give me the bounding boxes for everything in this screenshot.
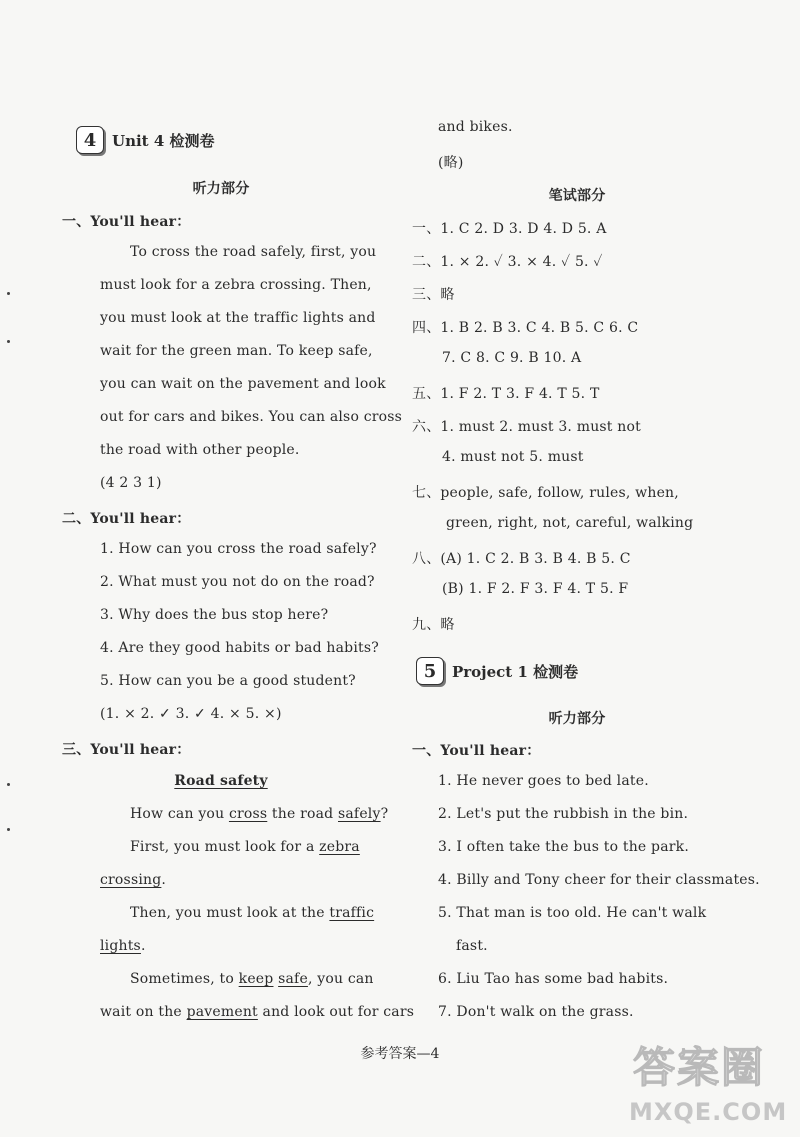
q1-item: 3. I often take the bus to the park. bbox=[438, 839, 689, 855]
listening-section-title: 听力部分 bbox=[548, 711, 606, 727]
text: Sometimes, to bbox=[130, 971, 239, 987]
page-footer: 参考答案—4 bbox=[360, 1046, 440, 1062]
text: . bbox=[161, 872, 167, 888]
answer-row: 二、1. × 2. ✓ 3. × 4. ✓ 5. ✓ bbox=[412, 254, 603, 270]
q1-item: 7. Don't walk on the grass. bbox=[438, 1004, 634, 1020]
q1-item: fast. bbox=[456, 938, 488, 954]
blank-answer: zebra bbox=[319, 839, 360, 855]
q2-item: 3. Why does the bus stop here? bbox=[100, 607, 329, 623]
q1-item: 1. He never goes to bed late. bbox=[438, 773, 649, 789]
q3-line bbox=[130, 905, 374, 921]
text: , you can bbox=[307, 971, 374, 987]
project1-heading bbox=[416, 657, 578, 685]
right-column bbox=[412, 0, 760, 1040]
q2-answer: (1. × 2. ✓ 3. ✓ 4. × 5. ×) bbox=[100, 706, 282, 722]
q3-line bbox=[100, 872, 166, 888]
unit-number-badge: 4 bbox=[76, 126, 104, 154]
unit-title: Unit 4 检测卷 bbox=[112, 131, 215, 150]
watermark-logo bbox=[627, 1035, 788, 1130]
unit4-heading bbox=[76, 126, 215, 154]
text: . bbox=[140, 938, 146, 954]
omitted-note: (略) bbox=[438, 155, 464, 171]
text: and look out for cars bbox=[257, 1004, 415, 1020]
text: How can you bbox=[130, 806, 229, 822]
blank-answer: keep bbox=[238, 971, 274, 987]
q3-heading: 三、You'll hear： bbox=[62, 742, 191, 758]
scan-dot bbox=[7, 340, 10, 343]
blank-answer: safe bbox=[278, 971, 308, 987]
blank-answer: safely bbox=[338, 806, 381, 822]
q1-passage-line: the road with other people. bbox=[100, 442, 300, 458]
q2-item: 2. What must you not do on the road? bbox=[100, 574, 375, 590]
continued-text: and bikes. bbox=[438, 119, 513, 135]
q1-item: 5. That man is too old. He can't walk bbox=[438, 905, 707, 921]
q2-item: 5. How can you be a good student? bbox=[100, 673, 356, 689]
q3-line bbox=[130, 971, 374, 987]
answer-row: 八、(A) 1. C 2. B 3. B 4. B 5. C bbox=[412, 551, 631, 567]
q2-item: 1. How can you cross the road safely? bbox=[100, 541, 377, 557]
blank-answer: lights bbox=[100, 938, 141, 954]
answer-row: 三、略 bbox=[412, 287, 455, 303]
q1-passage-line: wait for the green man. To keep safe, bbox=[100, 343, 373, 359]
q3-line bbox=[130, 806, 388, 822]
scan-dot bbox=[7, 828, 10, 831]
q1-passage-line: must look for a zebra crossing. Then, bbox=[100, 277, 372, 293]
text: wait on the bbox=[100, 1004, 187, 1020]
q3-passage-title bbox=[62, 773, 380, 789]
q1-item: 6. Liu Tao has some bad habits. bbox=[438, 971, 669, 987]
answer-row: 七、people, safe, follow, rules, when, bbox=[412, 485, 679, 501]
watermark-site: MXQE.COM bbox=[629, 1098, 788, 1126]
q2-item: 4. Are they good habits or bad habits? bbox=[100, 640, 379, 656]
unit-number-badge: 5 bbox=[416, 657, 444, 685]
q1-heading: 一、You'll hear： bbox=[62, 214, 191, 230]
text: First, you must look for a bbox=[130, 839, 320, 855]
q3-line bbox=[130, 839, 360, 855]
text: ? bbox=[380, 806, 389, 822]
text: Then, you must look at the bbox=[130, 905, 330, 921]
answer-row: (B) 1. F 2. F 3. F 4. T 5. F bbox=[442, 581, 629, 597]
q3-title-text: Road safety bbox=[174, 773, 268, 789]
q1-answer: (4 2 3 1) bbox=[100, 475, 162, 491]
scan-dot bbox=[7, 292, 10, 295]
unit-title: Project 1 检测卷 bbox=[452, 662, 579, 681]
q3-line bbox=[100, 938, 146, 954]
watermark-mark: 答案圈 bbox=[633, 1043, 766, 1092]
q3-line bbox=[100, 1004, 414, 1020]
q1-item: 2. Let's put the rubbish in the bin. bbox=[438, 806, 689, 822]
answer-row: 一、1. C 2. D 3. D 4. D 5. A bbox=[412, 221, 607, 237]
q2-heading: 二、You'll hear： bbox=[62, 511, 191, 527]
blank-answer: traffic bbox=[329, 905, 375, 921]
answer-row: 四、1. B 2. B 3. C 4. B 5. C 6. C bbox=[412, 320, 639, 336]
answer-row: 六、1. must 2. must 3. must not bbox=[412, 419, 641, 435]
answer-row: 4. must not 5. must bbox=[442, 449, 584, 465]
q1-passage-line: you must look at the traffic lights and bbox=[100, 310, 376, 326]
blank-answer: crossing bbox=[100, 872, 162, 888]
written-section-title: 笔试部分 bbox=[548, 188, 606, 204]
listening-section-title: 听力部分 bbox=[192, 181, 250, 197]
q1-item: 4. Billy and Tony cheer for their classmates. bbox=[438, 872, 760, 888]
q1-passage-line: To cross the road safely, first, you bbox=[130, 244, 377, 260]
text: the road bbox=[267, 806, 338, 822]
q1-heading: 一、You'll hear： bbox=[412, 743, 541, 759]
blank-answer: cross bbox=[228, 806, 268, 822]
left-column bbox=[62, 0, 415, 1040]
q1-passage-line: out for cars and bikes. You can also cross bbox=[100, 409, 403, 425]
scan-dot bbox=[7, 783, 10, 786]
answer-row: green, right, not, careful, walking bbox=[446, 515, 694, 531]
blank-answer: pavement bbox=[186, 1004, 258, 1020]
q1-passage-line: you can wait on the pavement and look bbox=[100, 376, 386, 392]
answer-row: 九、略 bbox=[412, 617, 455, 633]
answer-row: 7. C 8. C 9. B 10. A bbox=[442, 350, 582, 366]
answer-row: 五、1. F 2. T 3. F 4. T 5. T bbox=[412, 386, 600, 402]
